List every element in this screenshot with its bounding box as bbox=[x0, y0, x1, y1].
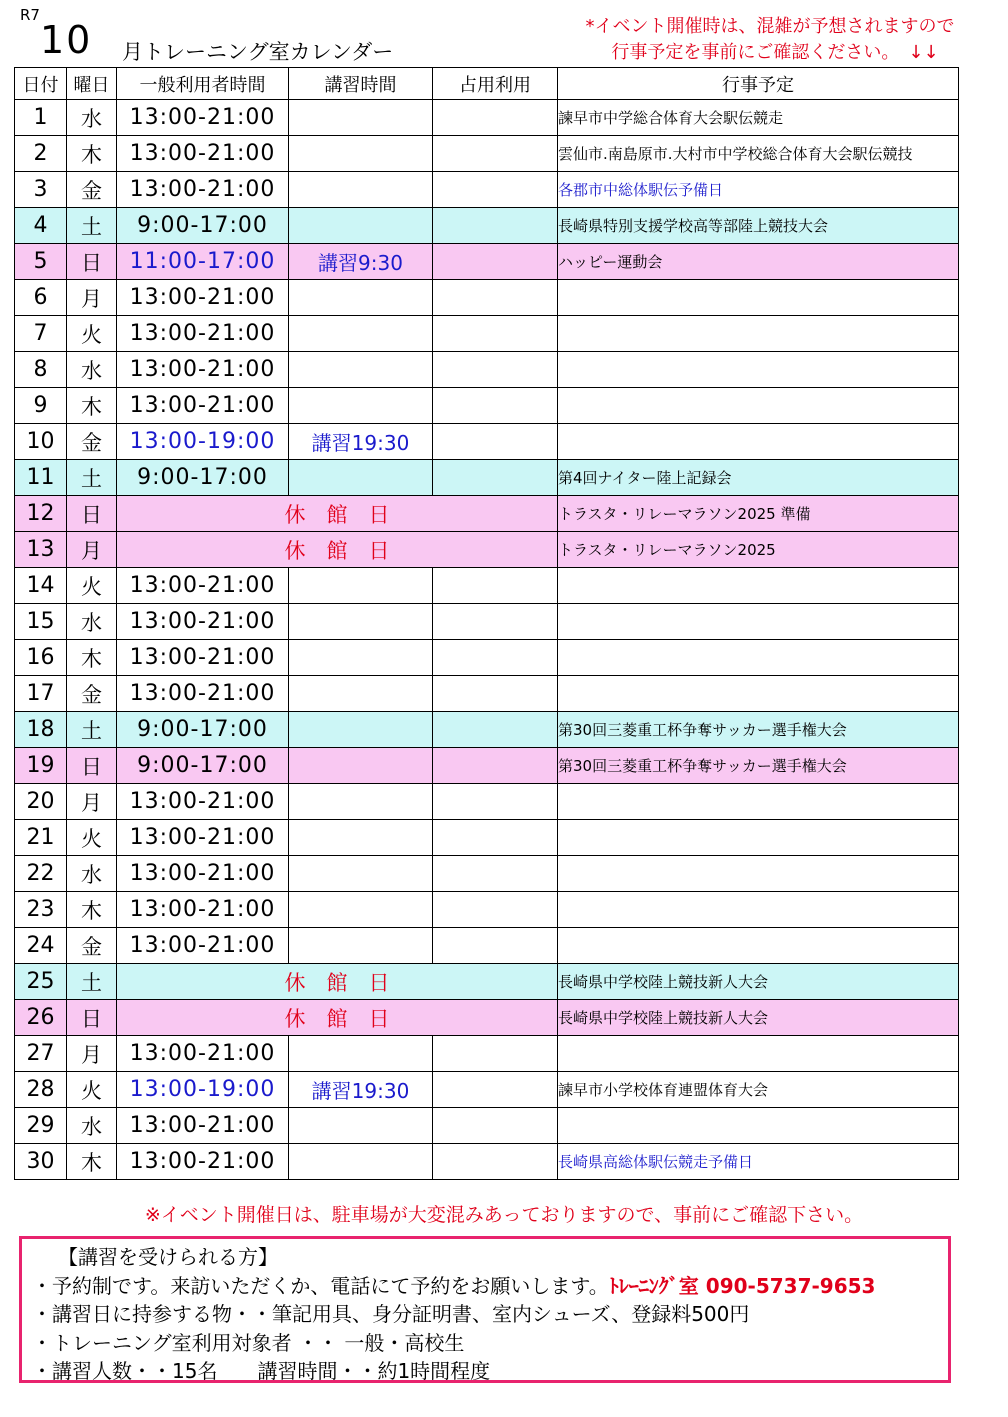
general-hours-cell: 9:00-17:00 bbox=[117, 460, 289, 496]
general-hours-cell: 13:00-21:00 bbox=[117, 1036, 289, 1072]
weekday-cell: 水 bbox=[67, 1108, 117, 1144]
month-number: 10 bbox=[40, 18, 93, 62]
calendar-row bbox=[15, 496, 959, 532]
occupied-use-cell bbox=[433, 928, 558, 964]
date-cell: 20 bbox=[15, 784, 67, 820]
occupied-use-cell bbox=[433, 784, 558, 820]
date-cell: 14 bbox=[15, 568, 67, 604]
event-cell: 第4回ナイター陸上記録会 bbox=[558, 460, 959, 496]
date-cell: 19 bbox=[15, 748, 67, 784]
calendar-row bbox=[15, 1108, 959, 1144]
date-cell: 24 bbox=[15, 928, 67, 964]
general-hours-cell: 13:00-21:00 bbox=[117, 676, 289, 712]
event-cell bbox=[558, 820, 959, 856]
calendar-row bbox=[15, 316, 959, 352]
general-hours-cell: 9:00-17:00 bbox=[117, 748, 289, 784]
general-hours-cell: 13:00-21:00 bbox=[117, 568, 289, 604]
calendar-row bbox=[15, 1144, 959, 1180]
calendar-row bbox=[15, 244, 959, 280]
occupied-use-cell bbox=[433, 712, 558, 748]
lecture-time-cell bbox=[289, 1108, 433, 1144]
occupied-use-cell bbox=[433, 136, 558, 172]
general-hours-cell: 13:00-21:00 bbox=[117, 640, 289, 676]
lecture-info-box bbox=[19, 1236, 951, 1383]
weekday-cell: 水 bbox=[67, 856, 117, 892]
date-cell: 6 bbox=[15, 280, 67, 316]
occupied-use-cell bbox=[433, 388, 558, 424]
weekday-cell: 金 bbox=[67, 928, 117, 964]
event-cell: 第30回三菱重工杯争奪サッカー選手権大会 bbox=[558, 712, 959, 748]
event-cell bbox=[558, 640, 959, 676]
calendar-row bbox=[15, 928, 959, 964]
calendar-row bbox=[15, 568, 959, 604]
general-hours-cell: 13:00-21:00 bbox=[117, 892, 289, 928]
lecture-time-cell bbox=[289, 388, 433, 424]
col-header-lecture-time: 講習時間 bbox=[289, 68, 433, 100]
weekday-cell: 水 bbox=[67, 604, 117, 640]
lecture-time-cell bbox=[289, 1144, 433, 1180]
event-notice-line2: 行事予定を事前にご確認ください。 ↓↓ bbox=[611, 42, 939, 63]
lecture-time-cell bbox=[289, 352, 433, 388]
lecture-time-cell bbox=[289, 820, 433, 856]
calendar-row bbox=[15, 100, 959, 136]
occupied-use-cell bbox=[433, 748, 558, 784]
occupied-use-cell bbox=[433, 208, 558, 244]
closed-day-cell: 休 館 日 bbox=[117, 964, 558, 1000]
event-cell: 諫早市中学総合体育大会駅伝競走 bbox=[558, 100, 959, 136]
lecture-time-cell: 講習19:30 bbox=[289, 424, 433, 460]
lecture-time-cell bbox=[289, 172, 433, 208]
calendar-row bbox=[15, 1036, 959, 1072]
lecture-time-cell bbox=[289, 208, 433, 244]
general-hours-cell: 13:00-21:00 bbox=[117, 856, 289, 892]
occupied-use-cell bbox=[433, 1036, 558, 1072]
event-notice-line1: *イベント開催時は、混雑が予想されますので bbox=[585, 16, 955, 37]
lecture-time-cell bbox=[289, 784, 433, 820]
lecture-info-heading: 【講習を受けられる方】 bbox=[58, 1245, 278, 1269]
general-hours-cell: 13:00-21:00 bbox=[117, 136, 289, 172]
weekday-cell: 月 bbox=[67, 784, 117, 820]
weekday-cell: 水 bbox=[67, 100, 117, 136]
calendar-row bbox=[15, 208, 959, 244]
event-cell bbox=[558, 352, 959, 388]
weekday-cell: 木 bbox=[67, 136, 117, 172]
lecture-info-line-4: ・講習人数・・15名 講習時間・・約1時間程度 bbox=[32, 1359, 491, 1383]
calendar-row bbox=[15, 532, 959, 568]
col-header-occupied-use: 占用利用 bbox=[433, 68, 558, 100]
occupied-use-cell bbox=[433, 640, 558, 676]
date-cell: 28 bbox=[15, 1072, 67, 1108]
date-cell: 16 bbox=[15, 640, 67, 676]
event-cell bbox=[558, 1108, 959, 1144]
weekday-cell: 日 bbox=[67, 496, 117, 532]
calendar-row bbox=[15, 172, 959, 208]
event-cell: 長崎県高総体駅伝競走予備日 bbox=[558, 1144, 959, 1180]
calendar-row bbox=[15, 604, 959, 640]
event-cell bbox=[558, 676, 959, 712]
occupied-use-cell bbox=[433, 1108, 558, 1144]
general-hours-cell: 9:00-17:00 bbox=[117, 208, 289, 244]
lecture-time-cell bbox=[289, 748, 433, 784]
occupied-use-cell bbox=[433, 820, 558, 856]
event-cell: ハッピー運動会 bbox=[558, 244, 959, 280]
date-cell: 18 bbox=[15, 712, 67, 748]
lecture-time-cell bbox=[289, 280, 433, 316]
calendar-header-row bbox=[15, 68, 959, 100]
event-cell bbox=[558, 856, 959, 892]
general-hours-cell: 13:00-21:00 bbox=[117, 820, 289, 856]
date-cell: 29 bbox=[15, 1108, 67, 1144]
weekday-cell: 土 bbox=[67, 964, 117, 1000]
occupied-use-cell bbox=[433, 244, 558, 280]
calendar-row bbox=[15, 1072, 959, 1108]
general-hours-cell: 13:00-21:00 bbox=[117, 280, 289, 316]
date-cell: 1 bbox=[15, 100, 67, 136]
event-cell bbox=[558, 892, 959, 928]
lecture-time-cell bbox=[289, 1036, 433, 1072]
calendar-row bbox=[15, 460, 959, 496]
event-cell: トラスタ・リレーマラソン2025 bbox=[558, 532, 959, 568]
date-cell: 26 bbox=[15, 1000, 67, 1036]
closed-day-cell: 休 館 日 bbox=[117, 496, 558, 532]
date-cell: 8 bbox=[15, 352, 67, 388]
lecture-time-cell bbox=[289, 100, 433, 136]
col-header-events: 行事予定 bbox=[558, 68, 959, 100]
event-cell bbox=[558, 316, 959, 352]
event-cell bbox=[558, 928, 959, 964]
lecture-time-cell bbox=[289, 568, 433, 604]
weekday-cell: 土 bbox=[67, 460, 117, 496]
event-cell: 長崎県中学校陸上競技新人大会 bbox=[558, 964, 959, 1000]
calendar-row bbox=[15, 784, 959, 820]
weekday-cell: 火 bbox=[67, 820, 117, 856]
occupied-use-cell bbox=[433, 280, 558, 316]
occupied-use-cell bbox=[433, 172, 558, 208]
lecture-info-line-2: ・講習日に持参する物・・筆記用具、身分証明書、室内シューズ、登録料500円 bbox=[32, 1302, 750, 1326]
lecture-time-cell bbox=[289, 928, 433, 964]
weekday-cell: 木 bbox=[67, 388, 117, 424]
event-cell bbox=[558, 1036, 959, 1072]
occupied-use-cell bbox=[433, 1144, 558, 1180]
era-label: R7 bbox=[20, 6, 40, 24]
general-hours-cell: 13:00-19:00 bbox=[117, 424, 289, 460]
occupied-use-cell bbox=[433, 568, 558, 604]
weekday-cell: 日 bbox=[67, 748, 117, 784]
calendar-row bbox=[15, 676, 959, 712]
occupied-use-cell bbox=[433, 424, 558, 460]
occupied-use-cell bbox=[433, 856, 558, 892]
calendar-row bbox=[15, 1000, 959, 1036]
date-cell: 4 bbox=[15, 208, 67, 244]
general-hours-cell: 13:00-21:00 bbox=[117, 172, 289, 208]
lecture-time-cell bbox=[289, 676, 433, 712]
weekday-cell: 金 bbox=[67, 676, 117, 712]
calendar-row bbox=[15, 640, 959, 676]
weekday-cell: 土 bbox=[67, 208, 117, 244]
event-cell: 第30回三菱重工杯争奪サッカー選手権大会 bbox=[558, 748, 959, 784]
calendar-row bbox=[15, 352, 959, 388]
calendar-row bbox=[15, 424, 959, 460]
lecture-time-cell bbox=[289, 712, 433, 748]
date-cell: 9 bbox=[15, 388, 67, 424]
date-cell: 11 bbox=[15, 460, 67, 496]
date-cell: 23 bbox=[15, 892, 67, 928]
weekday-cell: 日 bbox=[67, 244, 117, 280]
general-hours-cell: 13:00-21:00 bbox=[117, 928, 289, 964]
calendar-table bbox=[14, 67, 959, 1180]
lecture-time-cell bbox=[289, 856, 433, 892]
date-cell: 27 bbox=[15, 1036, 67, 1072]
calendar-row bbox=[15, 280, 959, 316]
calendar-row bbox=[15, 712, 959, 748]
calendar-row bbox=[15, 892, 959, 928]
col-header-weekday: 曜日 bbox=[67, 68, 117, 100]
general-hours-cell: 13:00-21:00 bbox=[117, 100, 289, 136]
weekday-cell: 木 bbox=[67, 640, 117, 676]
general-hours-cell: 13:00-21:00 bbox=[117, 604, 289, 640]
calendar-row bbox=[15, 748, 959, 784]
general-hours-cell: 13:00-21:00 bbox=[117, 388, 289, 424]
event-cell: 各郡市中総体駅伝予備日 bbox=[558, 172, 959, 208]
occupied-use-cell bbox=[433, 604, 558, 640]
general-hours-cell: 13:00-21:00 bbox=[117, 784, 289, 820]
page-title: 月トレーニング室カレンダー bbox=[122, 40, 394, 64]
weekday-cell: 月 bbox=[67, 532, 117, 568]
calendar-row bbox=[15, 388, 959, 424]
occupied-use-cell bbox=[433, 1072, 558, 1108]
occupied-use-cell bbox=[433, 892, 558, 928]
general-hours-cell: 9:00-17:00 bbox=[117, 712, 289, 748]
date-cell: 25 bbox=[15, 964, 67, 1000]
lecture-info-line-3: ・トレーニング室利用対象者 ・・ 一般・高校生 bbox=[32, 1330, 465, 1355]
occupied-use-cell bbox=[433, 316, 558, 352]
weekday-cell: 木 bbox=[67, 892, 117, 928]
event-cell bbox=[558, 568, 959, 604]
calendar-row bbox=[15, 856, 959, 892]
occupied-use-cell bbox=[433, 100, 558, 136]
event-cell: 雲仙市.南島原市.大村市中学校総合体育大会駅伝競技 bbox=[558, 136, 959, 172]
event-cell: 長崎県中学校陸上競技新人大会 bbox=[558, 1000, 959, 1036]
event-cell: 諫早市小学校体育連盟体育大会 bbox=[558, 1072, 959, 1108]
date-cell: 12 bbox=[15, 496, 67, 532]
weekday-cell: 金 bbox=[67, 172, 117, 208]
date-cell: 17 bbox=[15, 676, 67, 712]
weekday-cell: 月 bbox=[67, 280, 117, 316]
calendar-row bbox=[15, 964, 959, 1000]
date-cell: 30 bbox=[15, 1144, 67, 1180]
event-cell bbox=[558, 424, 959, 460]
date-cell: 2 bbox=[15, 136, 67, 172]
weekday-cell: 火 bbox=[67, 316, 117, 352]
general-hours-cell: 11:00-17:00 bbox=[117, 244, 289, 280]
general-hours-cell: 13:00-21:00 bbox=[117, 1108, 289, 1144]
date-cell: 21 bbox=[15, 820, 67, 856]
occupied-use-cell bbox=[433, 676, 558, 712]
event-notice bbox=[560, 14, 980, 66]
event-cell bbox=[558, 280, 959, 316]
closed-day-cell: 休 館 日 bbox=[117, 532, 558, 568]
general-hours-cell: 13:00-19:00 bbox=[117, 1072, 289, 1108]
weekday-cell: 木 bbox=[67, 1144, 117, 1180]
lecture-time-cell bbox=[289, 604, 433, 640]
lecture-time-cell: 講習19:30 bbox=[289, 1072, 433, 1108]
event-cell: 長崎県特別支援学校高等部陸上競技大会 bbox=[558, 208, 959, 244]
lecture-time-cell bbox=[289, 136, 433, 172]
date-cell: 7 bbox=[15, 316, 67, 352]
closed-day-cell: 休 館 日 bbox=[117, 1000, 558, 1036]
date-cell: 3 bbox=[15, 172, 67, 208]
weekday-cell: 月 bbox=[67, 1036, 117, 1072]
general-hours-cell: 13:00-21:00 bbox=[117, 316, 289, 352]
col-header-general-hours: 一般利用者時間 bbox=[117, 68, 289, 100]
date-cell: 10 bbox=[15, 424, 67, 460]
col-header-date: 日付 bbox=[15, 68, 67, 100]
training-room-phone: ﾄﾚｰﾆﾝｸﾞ室 090-5737-9653 bbox=[608, 1273, 876, 1298]
lecture-time-cell bbox=[289, 460, 433, 496]
event-cell: トラスタ・リレーマラソン2025 準備 bbox=[558, 496, 959, 532]
lecture-time-cell bbox=[289, 640, 433, 676]
date-cell: 15 bbox=[15, 604, 67, 640]
weekday-cell: 土 bbox=[67, 712, 117, 748]
date-cell: 22 bbox=[15, 856, 67, 892]
weekday-cell: 日 bbox=[67, 1000, 117, 1036]
event-cell bbox=[558, 388, 959, 424]
lecture-time-cell bbox=[289, 316, 433, 352]
event-cell bbox=[558, 604, 959, 640]
reservation-text: ・予約制です。来訪いただくか、電話にて予約をお願いします。 bbox=[32, 1273, 609, 1298]
calendar-row bbox=[15, 136, 959, 172]
lecture-time-cell bbox=[289, 892, 433, 928]
occupied-use-cell bbox=[433, 352, 558, 388]
lecture-info-line-1 bbox=[32, 1272, 948, 1301]
weekday-cell: 火 bbox=[67, 568, 117, 604]
lecture-time-cell: 講習9:30 bbox=[289, 244, 433, 280]
occupied-use-cell bbox=[433, 460, 558, 496]
general-hours-cell: 13:00-21:00 bbox=[117, 352, 289, 388]
weekday-cell: 火 bbox=[67, 1072, 117, 1108]
date-cell: 5 bbox=[15, 244, 67, 280]
calendar-row bbox=[15, 820, 959, 856]
general-hours-cell: 13:00-21:00 bbox=[117, 1144, 289, 1180]
event-cell bbox=[558, 784, 959, 820]
weekday-cell: 水 bbox=[67, 352, 117, 388]
parking-notice: ※イベント開催日は、駐車場が大変混みあっておりますので、事前にご確認下さい。 bbox=[144, 1204, 864, 1226]
date-cell: 13 bbox=[15, 532, 67, 568]
weekday-cell: 金 bbox=[67, 424, 117, 460]
